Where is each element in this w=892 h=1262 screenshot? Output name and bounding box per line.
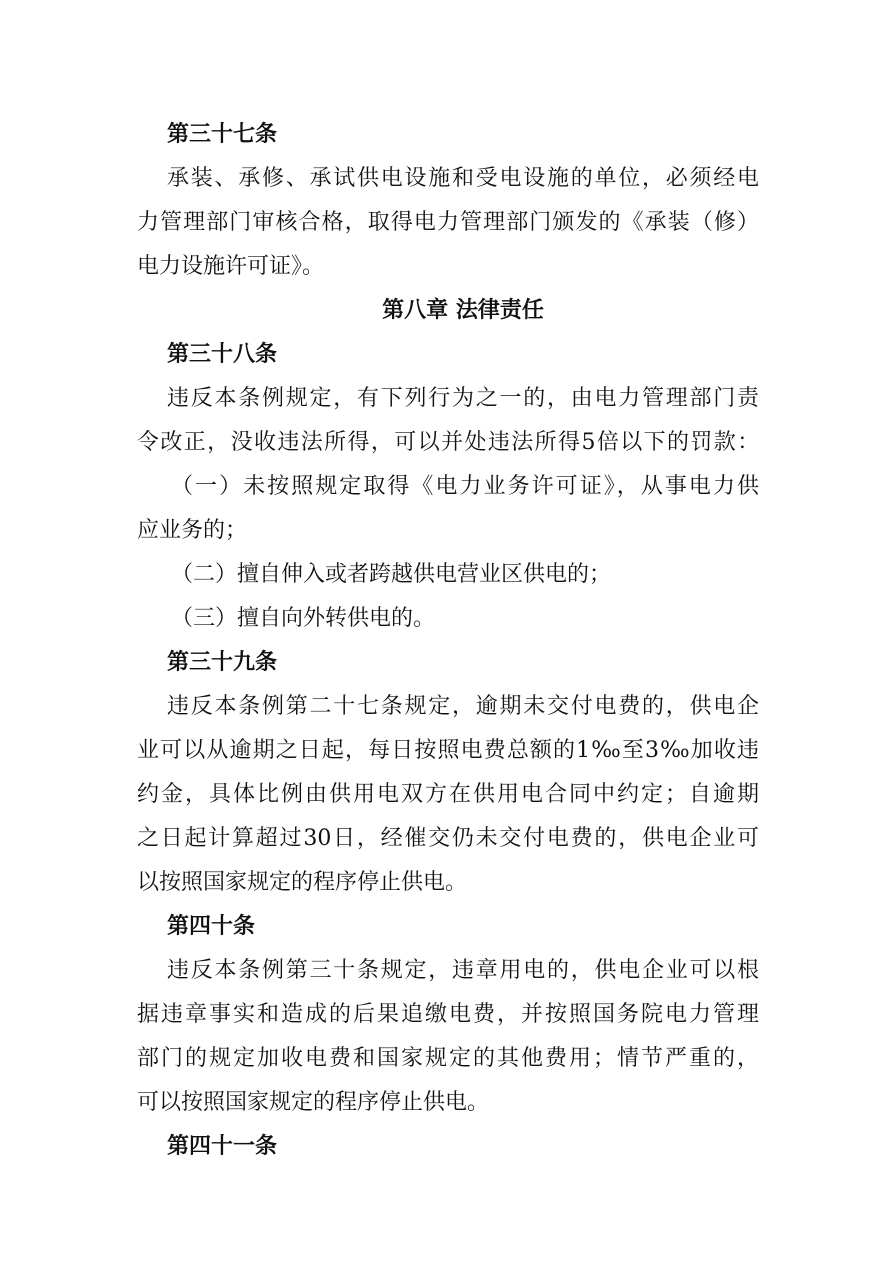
article-38-line-2: 令改正，没收违法所得，可以并处违法所得5倍以下的罚款： (137, 430, 759, 455)
article-40-line-1: 违反本条例第三十条规定，违章用电的，供电企业可以根 (167, 958, 759, 983)
article-39-line-3: 约金，具体比例由供用电双方在供用电合同中约定；自逾期 (137, 782, 759, 807)
article-40-line-4: 可以按照国家规定的程序停止供电。 (137, 1090, 490, 1115)
article-40-title: 第四十条 (167, 914, 256, 939)
article-39-title: 第三十九条 (167, 650, 278, 675)
article-39-line-1: 违反本条例第二十七条规定，逾期未交付电费的，供电企 (167, 694, 759, 719)
article-39-line-5: 以按照国家规定的程序停止供电。 (137, 870, 468, 895)
article-37-line-3: 电力设施许可证》。 (137, 254, 325, 279)
article-38-item-1-line-1: （一）未按照规定取得《电力业务许可证》，从事电力供 (171, 474, 759, 499)
chapter-8-title: 第八章 法律责任 (382, 298, 544, 323)
article-41-title: 第四十一条 (167, 1134, 278, 1159)
article-37-line-2: 力管理部门审核合格，取得电力管理部门颁发的《承装（修） (137, 210, 759, 235)
article-38-line-1: 违反本条例规定，有下列行为之一的，由电力管理部门责 (167, 386, 759, 411)
document-page (137, 113, 759, 1169)
article-37-title: 第三十七条 (167, 122, 278, 147)
article-38-item-2: （二）擅自伸入或者跨越供电营业区供电的； (171, 562, 612, 587)
article-39-line-4: 之日起计算超过30日，经催交仍未交付电费的，供电企业可 (137, 826, 759, 851)
article-38-item-1-line-2: 应业务的； (137, 518, 248, 543)
article-38-item-3: （三）擅自向外转供电的。 (171, 606, 436, 631)
article-40-line-3: 部门的规定加收电费和国家规定的其他费用；情节严重的， (137, 1046, 759, 1071)
article-40-line-2: 据违章事实和造成的后果追缴电费，并按照国务院电力管理 (137, 1002, 759, 1027)
article-39-line-2: 业可以从逾期之日起，每日按照电费总额的1‰至3‰加收违 (137, 738, 759, 763)
article-37-line-1: 承装、承修、承试供电设施和受电设施的单位，必须经电 (167, 166, 759, 191)
article-38-title: 第三十八条 (167, 342, 278, 367)
